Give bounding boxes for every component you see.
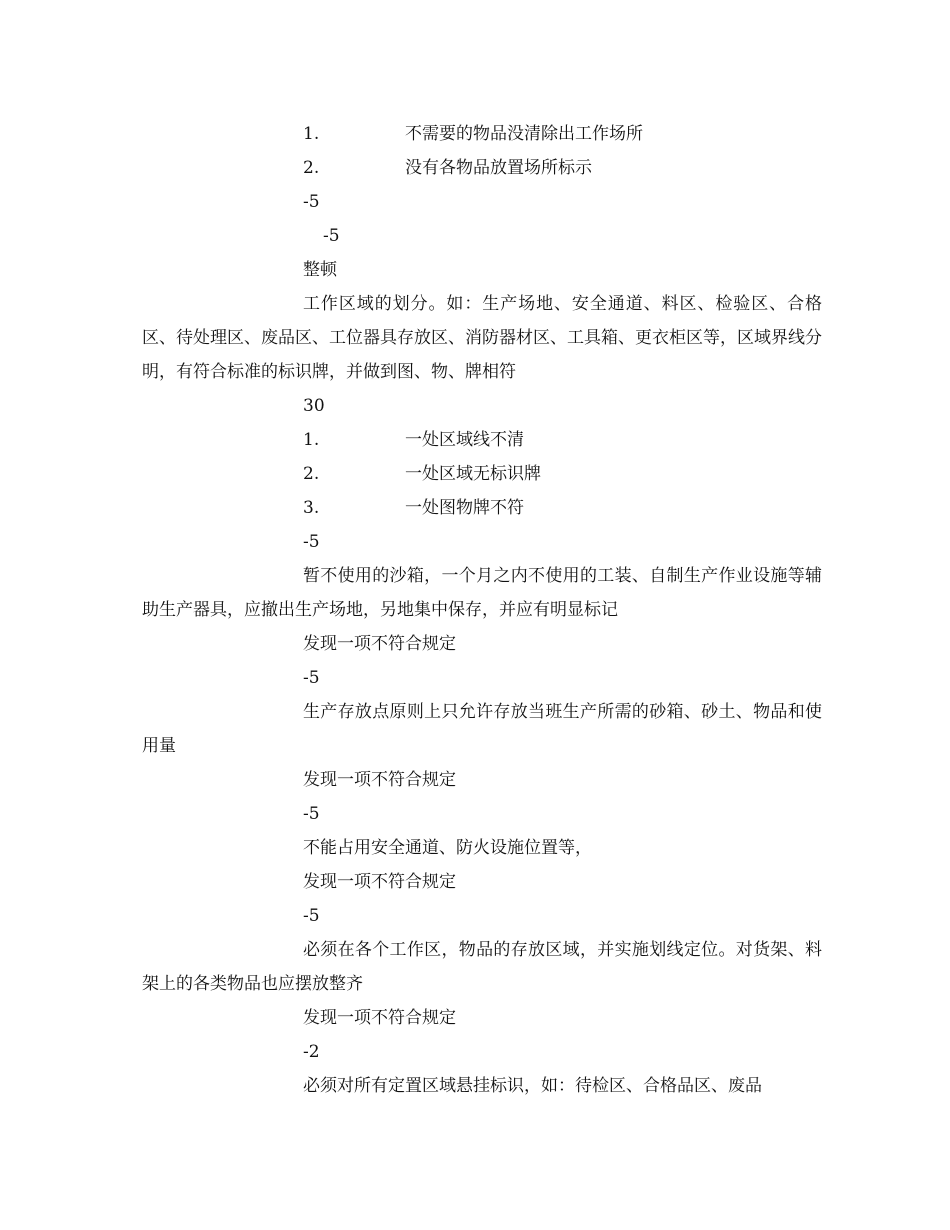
list-number: 1. (303, 430, 320, 450)
paragraph-storage-zones: 必须在各个工作区，物品的存放区域，并实施划线定位。对货架、料架上的各类物品也应摆放整齐 (142, 940, 822, 994)
list-text: 一处区域无标识牌 (405, 464, 541, 484)
score-value: 30 (303, 396, 325, 416)
list-text: 不需要的物品没清除出工作场所 (405, 124, 643, 144)
paragraph-unused-equipment: 暂不使用的沙箱，一个月之内不使用的工装、自制生产作业设施等辅助生产器具，应撤出生产场地，另地集中保存，并应有明显标记 (142, 566, 822, 620)
paragraph-zone-signage: 必须对所有定置区域悬挂标识，如：待检区、合格品区、废品 (303, 1076, 762, 1096)
rule-safety-passage: 不能占用安全通道、防火设施位置等， (303, 838, 592, 858)
score-value: -5 (303, 804, 320, 824)
list-item (142, 491, 822, 525)
list-item (142, 117, 822, 151)
paragraph-work-area-division: 工作区域的划分。如：生产场地、安全通道、料区、检验区、合格区、待处理区、废品区、工位器具存放区、消防器材区、工具箱、更衣柜区等，区域界线分明，有符合标准的标识牌，并做到图、物、牌相符 (142, 294, 822, 382)
finding-text: 发现一项不符合规定 (303, 770, 456, 790)
score-value: -5 (303, 192, 320, 212)
list-number: 3. (303, 498, 320, 518)
score-value: -5 (323, 226, 340, 246)
list-item (142, 423, 822, 457)
finding-text: 发现一项不符合规定 (303, 634, 456, 654)
score-value: -5 (303, 906, 320, 926)
score-value: -5 (303, 668, 320, 688)
paragraph-storage-points: 生产存放点原则上只允许存放当班生产所需的砂箱、砂土、物品和使用量 (142, 702, 822, 756)
finding-text: 发现一项不符合规定 (303, 1008, 456, 1028)
score-value: -5 (303, 532, 320, 552)
list-text: 没有各物品放置场所标示 (405, 158, 592, 178)
list-item (142, 151, 822, 185)
list-number: 2. (303, 158, 320, 178)
list-text: 一处区域线不清 (405, 430, 524, 450)
score-value: -2 (303, 1042, 320, 1062)
finding-text: 发现一项不符合规定 (303, 872, 456, 892)
list-number: 1. (303, 124, 320, 144)
list-item (142, 457, 822, 491)
list-text: 一处图物牌不符 (405, 498, 524, 518)
section-heading: 整顿 (303, 260, 337, 280)
list-number: 2. (303, 464, 320, 484)
document-body (142, 117, 822, 1103)
